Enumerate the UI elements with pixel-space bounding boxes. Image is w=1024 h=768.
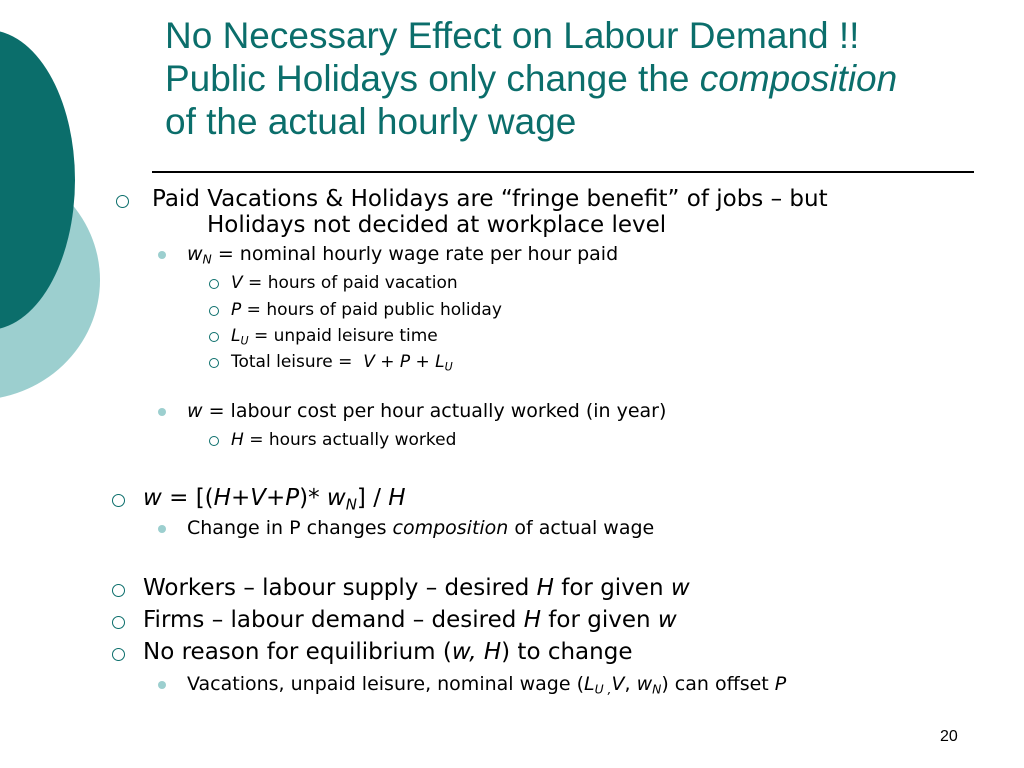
subscript: U [444,360,453,374]
subscript: U [240,334,249,348]
page-number: 20 [940,728,958,745]
variable: V [611,673,625,695]
ring-bullet-icon [112,616,125,629]
variable: w [143,485,162,511]
dot-bullet-icon [158,408,166,416]
bullet-no-reason [143,639,632,665]
variable: w [670,575,690,601]
bullet-vacations-offset [187,673,786,695]
formula-text: ] / [356,485,389,511]
bullet-text: Firms – labour demand – desired [143,607,524,633]
bullet-text: Holidays not decided at workplace level [207,212,667,238]
emphasis: composition [392,517,509,539]
variable: w [187,243,203,265]
variable: w, H [451,639,502,665]
expression: V + P + L [363,352,445,372]
bullet-text: ) to change [501,639,633,665]
bullet-composition-change [187,517,654,539]
bullet-text: = hours of paid vacation [242,273,458,293]
ring-bullet-icon [209,358,219,368]
variable: H [231,430,244,450]
variable: w [657,607,677,633]
variable: L [231,326,241,346]
bullet-text: = hours of paid public holiday [241,300,502,320]
bullet-wn-definition [187,243,618,265]
bullet-lu-definition [231,326,438,346]
bullet-fringe-benefit-cont [207,212,666,238]
bullet-text: , [624,673,637,695]
dot-bullet-icon [158,251,166,259]
bullet-text: Paid Vacations & Holidays are “fringe benefit” of jobs – but [152,186,828,212]
bullet-fringe-benefit [152,186,828,212]
formula-text: )* [299,485,327,511]
subscript: N [652,682,662,697]
bullet-text: = labour cost per hour actually worked (in year) [202,400,667,422]
ring-bullet-icon [116,195,129,208]
formula-text: = [( [161,485,214,511]
subscript: U , [594,682,612,697]
title-line-2-text: Public Holidays only change the [165,58,700,99]
bullet-text: Workers – labour supply – desired [143,575,537,601]
ring-bullet-icon [209,436,219,446]
bullet-text: = unpaid leisure time [248,326,438,346]
variable: H+V+P [213,485,300,511]
bullet-text: ) can offset [661,673,775,695]
bullet-w-definition [187,400,666,422]
ring-bullet-icon [209,332,219,342]
bullet-v-definition [231,273,458,293]
variable: w [187,400,203,422]
bullet-text: = hours actually worked [243,430,457,450]
bullet-text: = nominal hourly wage rate per hour paid [211,243,619,265]
title-line-1: No Necessary Effect on Labour Demand !! [165,15,860,56]
subscript: N [345,495,357,514]
dot-bullet-icon [158,681,166,689]
bullet-p-definition [231,300,502,320]
bullet-wage-formula [143,485,406,514]
bullet-h-definition [231,430,456,450]
variable: H [523,607,541,633]
bullet-text: Vacations, unpaid leisure, nominal wage ( [187,673,584,695]
variable: w [326,485,346,511]
ring-bullet-icon [209,306,219,316]
bullet-total-leisure [231,352,453,372]
variable: H [536,575,554,601]
ring-bullet-icon [112,584,125,597]
variable: V [231,273,243,293]
title-line-3: of the actual hourly wage [165,101,577,142]
variable: w [636,673,653,695]
bullet-text: of actual wage [508,517,655,539]
variable: H [388,485,406,511]
bullet-text: Total leisure = [231,352,364,372]
title-emphasis: composition [699,58,898,99]
ring-bullet-icon [112,648,125,661]
bullet-workers [143,575,690,601]
bullet-text: for given [541,607,658,633]
variable: P [231,300,242,320]
dot-bullet-icon [158,525,166,533]
bullet-text: for given [553,575,671,601]
variable: P [774,673,787,695]
variable: L [584,673,595,695]
bullet-text: Change in P changes [187,517,393,539]
bullet-text: No reason for equilibrium ( [143,639,452,665]
ring-bullet-icon [112,494,125,507]
bullet-firms [143,607,677,633]
ring-bullet-icon [209,279,219,289]
subscript: N [202,252,212,267]
